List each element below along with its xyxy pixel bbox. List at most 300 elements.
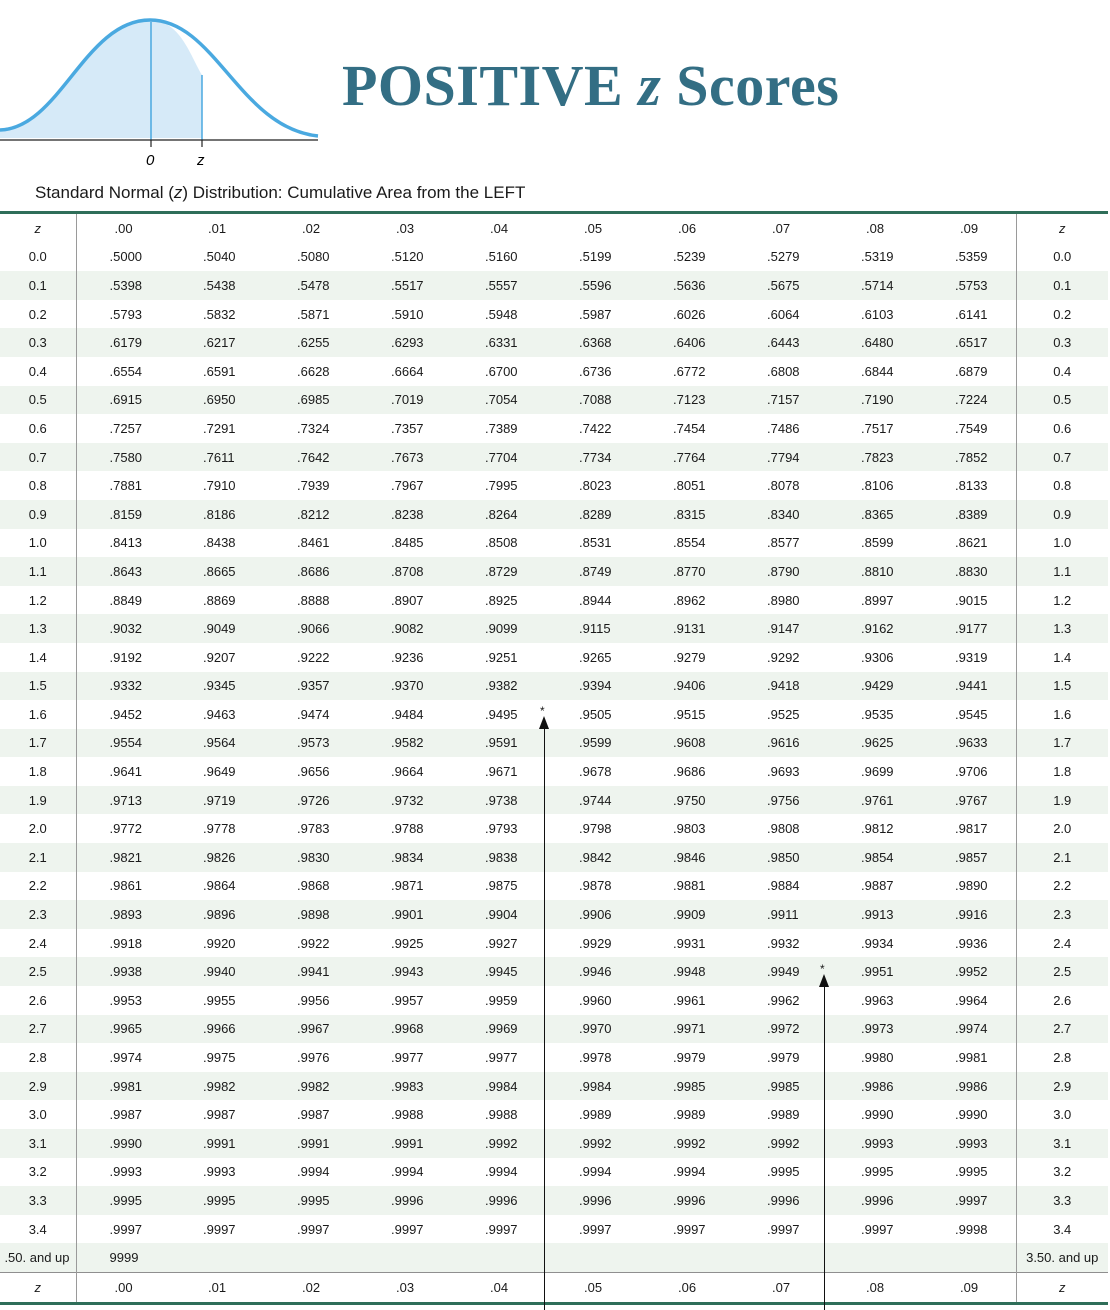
table-row <box>0 614 1108 643</box>
z-value-right: 0.5 <box>1016 386 1108 415</box>
header-col-8: .08 <box>866 220 885 236</box>
z-value-left: 2.2 <box>0 872 76 901</box>
cumulative-area-cell: .9966 <box>170 1015 264 1044</box>
cumulative-area-cell: .5478 <box>264 271 358 300</box>
cumulative-area-cell: .9996 <box>734 1186 828 1215</box>
cumulative-area-cell: .6772 <box>673 363 706 379</box>
z-value-right: 0.7 <box>1016 443 1108 472</box>
cumulative-area-cell: .9713 <box>76 786 170 815</box>
cumulative-area-cell: .9997 <box>485 1221 518 1237</box>
cumulative-area-cell: .9192 <box>109 649 143 665</box>
cumulative-area-cell: .9959 <box>485 992 518 1008</box>
cumulative-area-cell: .9913 <box>828 900 922 929</box>
footer-row <box>0 1272 1108 1303</box>
cumulative-area-cell: .6368 <box>546 328 640 357</box>
cumulative-area-cell: .5636 <box>640 271 734 300</box>
cumulative-area-cell: .9932 <box>767 935 800 951</box>
cumulative-area-cell: .9978 <box>579 1050 612 1066</box>
cumulative-area-cell: .8849 <box>109 592 143 608</box>
empty-cell <box>922 1243 1016 1272</box>
cumulative-area-cell: .9945 <box>452 957 546 986</box>
cumulative-area-cell: .9995 <box>170 1186 264 1215</box>
cumulative-area-cell: .7995 <box>485 478 518 494</box>
z-value-left: 0.8 <box>0 471 76 500</box>
cumulative-area-cell: .9015 <box>955 592 988 608</box>
cumulative-area-cell: .9767 <box>922 786 1016 815</box>
cumulative-area-cell: .8665 <box>170 557 264 586</box>
cumulative-area-cell: .9956 <box>297 992 330 1008</box>
cumulative-area-cell: .9973 <box>828 1015 922 1044</box>
z-table-container <box>0 211 1108 1305</box>
z-value-right: 1.9 <box>1016 786 1108 815</box>
cumulative-area-cell: .9925 <box>391 935 424 951</box>
cumulative-area-cell: .9830 <box>264 843 358 872</box>
cumulative-area-cell: .9941 <box>264 957 358 986</box>
z-value-left: 2.4 <box>0 929 76 958</box>
header-col-5: .05 <box>584 220 603 236</box>
z-value-right: 1.4 <box>1016 643 1108 672</box>
cumulative-area-cell: .9616 <box>734 729 828 758</box>
z-value-right: 0.3 <box>1016 328 1108 357</box>
cumulative-area-cell: .9345 <box>170 672 264 701</box>
cumulative-area-cell: .6293 <box>358 328 452 357</box>
table-row <box>0 529 1108 558</box>
cumulative-area-cell: .8621 <box>955 535 988 551</box>
marker-left <box>538 700 552 1310</box>
title-part1: POSITIVE <box>342 53 639 118</box>
table-row <box>0 843 1108 872</box>
cumulative-area-cell: .6179 <box>76 328 170 357</box>
z-value-right: 1.5 <box>1016 672 1108 701</box>
cumulative-area-cell: .9641 <box>109 764 143 780</box>
cumulative-area-cell: .5319 <box>861 249 894 265</box>
cumulative-area-cell: .9484 <box>391 706 424 722</box>
cumulative-area-cell: .9940 <box>170 957 264 986</box>
cumulative-area-cell: .7454 <box>673 420 706 436</box>
cumulative-area-cell: .5398 <box>76 271 170 300</box>
cumulative-area-cell: .7764 <box>640 443 734 472</box>
z-value-left: 2.3 <box>0 900 76 929</box>
cumulative-area-cell: .9898 <box>264 900 358 929</box>
empty-cell <box>640 1243 734 1272</box>
z-value-left: 2.8 <box>0 1043 76 1072</box>
cumulative-area-cell: .6628 <box>297 363 330 379</box>
header-col-4: .04 <box>490 220 509 236</box>
cumulative-area-cell: .9515 <box>673 706 706 722</box>
z-value-right: 2.8 <box>1016 1043 1108 1072</box>
cumulative-area-cell: .7881 <box>109 478 143 494</box>
cumulative-area-cell: .9964 <box>955 992 988 1008</box>
cumulative-area-cell: .9943 <box>358 957 452 986</box>
cumulative-area-cell: .9115 <box>546 614 640 643</box>
z-value-right: 1.8 <box>1016 757 1108 786</box>
cumulative-area-cell: .9997 <box>391 1221 424 1237</box>
cumulative-area-cell: .9992 <box>734 1129 828 1158</box>
cumulative-area-cell: .7324 <box>297 420 330 436</box>
cumulative-area-cell: .9916 <box>922 900 1016 929</box>
cumulative-area-cell: .6985 <box>264 386 358 415</box>
cumulative-area-cell: .9798 <box>579 821 612 837</box>
cumulative-area-cell: .8461 <box>297 535 330 551</box>
cumulative-area-cell: .9988 <box>485 1107 518 1123</box>
cumulative-area-cell: .5160 <box>485 249 518 265</box>
cumulative-area-cell: .9982 <box>264 1072 358 1101</box>
cumulative-area-cell: .9772 <box>109 821 143 837</box>
cumulative-area-cell: .5517 <box>358 271 452 300</box>
cumulative-area-cell: .5080 <box>297 249 330 265</box>
table-row <box>0 1043 1108 1072</box>
cumulative-area-cell: .9783 <box>297 821 330 837</box>
cumulative-area-cell: .5753 <box>922 271 1016 300</box>
cumulative-area-cell: .9984 <box>546 1072 640 1101</box>
cumulative-area-cell: .9306 <box>861 649 894 665</box>
cumulative-area-cell: .9706 <box>955 764 988 780</box>
cumulative-area-cell: .5714 <box>828 271 922 300</box>
cumulative-area-cell: .9370 <box>358 672 452 701</box>
z-value-right: 0.2 <box>1016 300 1108 329</box>
cumulative-area-cell: .8186 <box>170 500 264 529</box>
cumulative-area-cell: .8888 <box>297 592 330 608</box>
cumulative-area-cell: .9319 <box>955 649 988 665</box>
cumulative-area-cell: .9884 <box>767 878 800 894</box>
z-value-right: 2.6 <box>1016 986 1108 1015</box>
cumulative-area-cell: .6517 <box>922 328 1016 357</box>
cumulative-area-cell: .6141 <box>955 306 988 322</box>
cumulative-area-cell: .9929 <box>579 935 612 951</box>
cumulative-area-cell: .9989 <box>767 1107 800 1123</box>
cumulative-area-cell: .9887 <box>861 878 894 894</box>
cumulative-area-cell: .9236 <box>391 649 424 665</box>
cumulative-area-cell: .7291 <box>203 420 236 436</box>
cumulative-area-cell: .9049 <box>170 614 264 643</box>
cumulative-area-cell: .9992 <box>452 1129 546 1158</box>
cumulative-area-cell: .9861 <box>109 878 143 894</box>
cumulative-area-cell: .9977 <box>485 1050 518 1066</box>
cumulative-area-cell: .7486 <box>767 420 800 436</box>
cumulative-area-cell: .9961 <box>673 992 706 1008</box>
cumulative-area-cell: .7357 <box>391 420 424 436</box>
cumulative-area-cell: .7389 <box>485 420 518 436</box>
cumulative-area-cell: .5910 <box>391 306 424 322</box>
cumulative-area-cell: .8340 <box>734 500 828 529</box>
cumulative-area-cell: .9995 <box>861 1164 894 1180</box>
cumulative-area-cell: .9987 <box>203 1107 236 1123</box>
cumulative-area-cell: .9279 <box>673 649 706 665</box>
z-value-left: 1.6 <box>0 700 76 729</box>
z-value-right: 2.2 <box>1016 872 1108 901</box>
z-value-left: 1.4 <box>0 643 76 672</box>
cumulative-area-cell: .9265 <box>579 649 612 665</box>
z-value-left: 3.1 <box>0 1129 76 1158</box>
cumulative-area-cell: .9382 <box>452 672 546 701</box>
cumulative-area-cell: .8238 <box>358 500 452 529</box>
cumulative-area-cell: .9678 <box>579 764 612 780</box>
cumulative-area-cell: .9996 <box>546 1186 640 1215</box>
z-value-right: 3.0 <box>1016 1100 1108 1129</box>
cumulative-area-cell: .7704 <box>452 443 546 472</box>
subtitle-z: z <box>173 183 183 202</box>
cumulative-area-cell: .9938 <box>76 957 170 986</box>
cumulative-area-cell: .9994 <box>391 1164 424 1180</box>
cumulative-area-cell: .9927 <box>485 935 518 951</box>
cumulative-area-cell: .9989 <box>579 1107 612 1123</box>
cumulative-area-cell: .8708 <box>358 557 452 586</box>
cumulative-area-cell: .8389 <box>922 500 1016 529</box>
cumulative-area-cell: .9934 <box>861 935 894 951</box>
cumulative-area-cell: .9864 <box>203 878 236 894</box>
title-part2: Scores <box>661 53 840 118</box>
cumulative-area-cell: .9922 <box>297 935 330 951</box>
header-col-1: .01 <box>208 220 227 236</box>
cumulative-area-cell: .9406 <box>640 672 734 701</box>
z-value-right: 2.3 <box>1016 900 1108 929</box>
cumulative-area-cell: .9535 <box>861 706 894 722</box>
cumulative-area-cell: .9147 <box>734 614 828 643</box>
cumulative-area-cell: .8212 <box>264 500 358 529</box>
table-body <box>0 243 1108 1273</box>
cumulative-area-cell: .5871 <box>297 306 330 322</box>
z-value-left: 3.2 <box>0 1158 76 1187</box>
header-col-2: .02 <box>302 220 321 236</box>
cumulative-area-cell: .7939 <box>297 478 330 494</box>
cumulative-area-cell: .9838 <box>452 843 546 872</box>
cumulative-area-cell: .9985 <box>734 1072 828 1101</box>
table-row <box>0 643 1108 672</box>
cumulative-area-cell: .9131 <box>640 614 734 643</box>
cumulative-area-cell: .9693 <box>767 764 800 780</box>
cumulative-area-cell: .7088 <box>546 386 640 415</box>
header-col-3: .03 <box>396 220 415 236</box>
cumulative-area-cell: .5279 <box>767 249 800 265</box>
cumulative-area-cell: .9997 <box>579 1221 612 1237</box>
cumulative-area-cell: .9842 <box>546 843 640 872</box>
cumulative-area-cell: .9962 <box>767 992 800 1008</box>
z-value-left: 1.2 <box>0 586 76 615</box>
cumulative-area-cell: .9996 <box>640 1186 734 1215</box>
cumulative-area-cell: .5793 <box>109 306 143 322</box>
z-value-right: 0.9 <box>1016 500 1108 529</box>
cumulative-area-cell: .8729 <box>452 557 546 586</box>
cumulative-area-cell: .6026 <box>673 306 706 322</box>
cumulative-area-cell: .9656 <box>297 764 330 780</box>
cumulative-area-cell: .9726 <box>264 786 358 815</box>
empty-cell <box>358 1243 452 1272</box>
cumulative-area-cell: .9993 <box>828 1129 922 1158</box>
cumulative-area-cell: .9963 <box>861 992 894 1008</box>
cumulative-area-cell: .9995 <box>767 1164 800 1180</box>
cumulative-area-cell: .8023 <box>579 478 612 494</box>
cumulative-area-cell: .5948 <box>485 306 518 322</box>
z-value-left: 1.3 <box>0 614 76 643</box>
z-value-right: 2.7 <box>1016 1015 1108 1044</box>
z-value-right: 0.8 <box>1016 471 1108 500</box>
empty-cell <box>734 1243 828 1272</box>
label-z: z <box>197 152 205 169</box>
z-value-left: 0.2 <box>0 300 76 329</box>
cumulative-area-cell: .9744 <box>546 786 640 815</box>
cumulative-area-cell: .9625 <box>828 729 922 758</box>
bell-curve-figure <box>0 0 330 175</box>
cumulative-area-cell: .9582 <box>358 729 452 758</box>
cumulative-area-cell: .9983 <box>358 1072 452 1101</box>
z-value-right: 2.1 <box>1016 843 1108 872</box>
cumulative-area-cell: .8078 <box>767 478 800 494</box>
cumulative-area-cell: .9965 <box>76 1015 170 1044</box>
cumulative-area-cell: .9995 <box>264 1186 358 1215</box>
cumulative-area-cell: .8770 <box>640 557 734 586</box>
cumulative-area-cell: .9854 <box>828 843 922 872</box>
z-value-left: 2.6 <box>0 986 76 1015</box>
z-value-left: 1.9 <box>0 786 76 815</box>
table-row <box>0 786 1108 815</box>
cumulative-area-cell: .9846 <box>640 843 734 872</box>
cumulative-area-cell: .9993 <box>109 1164 143 1180</box>
subtitle-prefix: Standard Normal ( <box>35 183 174 202</box>
cumulative-area-cell: .9778 <box>203 821 236 837</box>
footer-col-4: .04 <box>490 1279 509 1295</box>
empty-cell <box>828 1243 922 1272</box>
cumulative-area-cell: .9608 <box>640 729 734 758</box>
cumulative-area-cell: .9251 <box>485 649 518 665</box>
z-value-left: 2.5 <box>0 957 76 986</box>
cumulative-area-cell: .8962 <box>673 592 706 608</box>
footer-col-3: .03 <box>396 1279 415 1295</box>
cumulative-area-cell: .9997 <box>673 1221 706 1237</box>
cumulative-area-cell: .9970 <box>546 1015 640 1044</box>
cumulative-area-cell: .8980 <box>767 592 800 608</box>
cumulative-area-cell: .9992 <box>546 1129 640 1158</box>
cumulative-area-cell: .5675 <box>734 271 828 300</box>
cumulative-area-cell: .9545 <box>955 706 988 722</box>
cumulative-area-cell: .8686 <box>264 557 358 586</box>
cumulative-area-cell: .9996 <box>358 1186 452 1215</box>
cumulative-area-cell: .5987 <box>579 306 612 322</box>
cumulative-area-cell: .9890 <box>955 878 988 894</box>
z-value-right: 0.1 <box>1016 271 1108 300</box>
cumulative-area-cell: .5596 <box>546 271 640 300</box>
cumulative-area-cell: .9788 <box>391 821 424 837</box>
cumulative-area-cell: .9979 <box>767 1050 800 1066</box>
cumulative-area-cell: .9997 <box>297 1221 330 1237</box>
cumulative-area-cell: .9099 <box>452 614 546 643</box>
z-value-right: 3.2 <box>1016 1158 1108 1187</box>
cumulative-area-cell: .9505 <box>579 706 612 722</box>
cumulative-area-cell: .9993 <box>203 1164 236 1180</box>
cumulative-area-cell: .9826 <box>170 843 264 872</box>
table-row <box>0 872 1108 901</box>
cumulative-area-cell: .7224 <box>922 386 1016 415</box>
cumulative-area-cell: .9906 <box>546 900 640 929</box>
table-row <box>0 1129 1108 1158</box>
z-value-right: 1.2 <box>1016 586 1108 615</box>
cumulative-area-cell: .8790 <box>734 557 828 586</box>
z-value-left: 0.6 <box>0 414 76 443</box>
cumulative-area-cell: .7611 <box>170 443 264 472</box>
footer-col-7: .07 <box>772 1279 791 1295</box>
cumulative-area-cell: .9981 <box>76 1072 170 1101</box>
cumulative-area-cell: .9793 <box>485 821 518 837</box>
table-row <box>0 271 1108 300</box>
cumulative-area-cell: .9994 <box>297 1164 330 1180</box>
cumulative-area-cell: .6736 <box>579 363 612 379</box>
cumulative-area-cell: .5832 <box>203 306 236 322</box>
cumulative-area-cell: .9394 <box>546 672 640 701</box>
and-up-label-right: 3.50. and up <box>1016 1243 1108 1272</box>
cumulative-area-cell: .9997 <box>109 1221 143 1237</box>
arrow-line <box>824 986 825 1310</box>
cumulative-area-cell: .8051 <box>673 478 706 494</box>
cumulative-area-cell: .7967 <box>391 478 424 494</box>
cumulative-area-cell: .6480 <box>828 328 922 357</box>
cumulative-area-cell: .9875 <box>485 878 518 894</box>
header-z-right: z <box>1016 213 1108 243</box>
header-col-0: .00 <box>114 220 133 236</box>
table-row <box>0 300 1108 329</box>
cumulative-area-cell: .6331 <box>452 328 546 357</box>
cumulative-area-cell: .9564 <box>170 729 264 758</box>
marker-right <box>818 958 832 1310</box>
footer-col-8: .08 <box>866 1279 885 1295</box>
table-row <box>0 672 1108 701</box>
cumulative-area-cell: .5000 <box>109 249 143 265</box>
cumulative-area-cell: .9998 <box>955 1221 988 1237</box>
cumulative-area-cell: .9951 <box>828 957 922 986</box>
cumulative-area-cell: .9986 <box>922 1072 1016 1101</box>
cumulative-area-cell: .9953 <box>109 992 143 1008</box>
cumulative-area-cell: .7549 <box>955 420 988 436</box>
cumulative-area-cell: .6915 <box>76 386 170 415</box>
cumulative-area-cell: .9803 <box>673 821 706 837</box>
table-row <box>0 557 1108 586</box>
cumulative-area-cell: .7257 <box>109 420 143 436</box>
z-value-left: 1.7 <box>0 729 76 758</box>
cumulative-area-cell: .7673 <box>358 443 452 472</box>
cumulative-area-cell: .9633 <box>922 729 1016 758</box>
footer-z-left: z <box>0 1272 76 1303</box>
cumulative-area-cell: .6700 <box>485 363 518 379</box>
cumulative-area-cell: .9994 <box>673 1164 706 1180</box>
z-value-right: 2.5 <box>1016 957 1108 986</box>
cumulative-area-cell: .7794 <box>734 443 828 472</box>
cumulative-area-cell: .9664 <box>391 764 424 780</box>
cumulative-area-cell: .9987 <box>109 1107 143 1123</box>
title-z: z <box>638 53 662 118</box>
cumulative-area-cell: .9222 <box>297 649 330 665</box>
cumulative-area-cell: .9177 <box>922 614 1016 643</box>
z-value-left: 1.0 <box>0 529 76 558</box>
footer-col-1: .01 <box>208 1279 227 1295</box>
z-value-right: 1.3 <box>1016 614 1108 643</box>
z-value-right: 2.9 <box>1016 1072 1108 1101</box>
cumulative-area-cell: .7157 <box>734 386 828 415</box>
cumulative-area-cell: .5359 <box>955 249 988 265</box>
cumulative-area-cell: .9948 <box>640 957 734 986</box>
cumulative-area-cell: .9981 <box>955 1050 988 1066</box>
table-row <box>0 1072 1108 1101</box>
cumulative-area-cell: .8749 <box>546 557 640 586</box>
cumulative-area-cell: .9732 <box>358 786 452 815</box>
cumulative-area-cell: .9997 <box>203 1221 236 1237</box>
cumulative-area-cell: .9974 <box>922 1015 1016 1044</box>
cumulative-area-cell: .9992 <box>640 1129 734 1158</box>
label-zero: 0 <box>146 152 155 169</box>
cumulative-area-cell: .9756 <box>734 786 828 815</box>
cumulative-area-cell: .5120 <box>391 249 424 265</box>
z-value-left: 0.1 <box>0 271 76 300</box>
cumulative-area-cell: .9949 <box>734 957 828 986</box>
z-value-left: 0.5 <box>0 386 76 415</box>
and-up-value: 9999 <box>76 1243 170 1272</box>
